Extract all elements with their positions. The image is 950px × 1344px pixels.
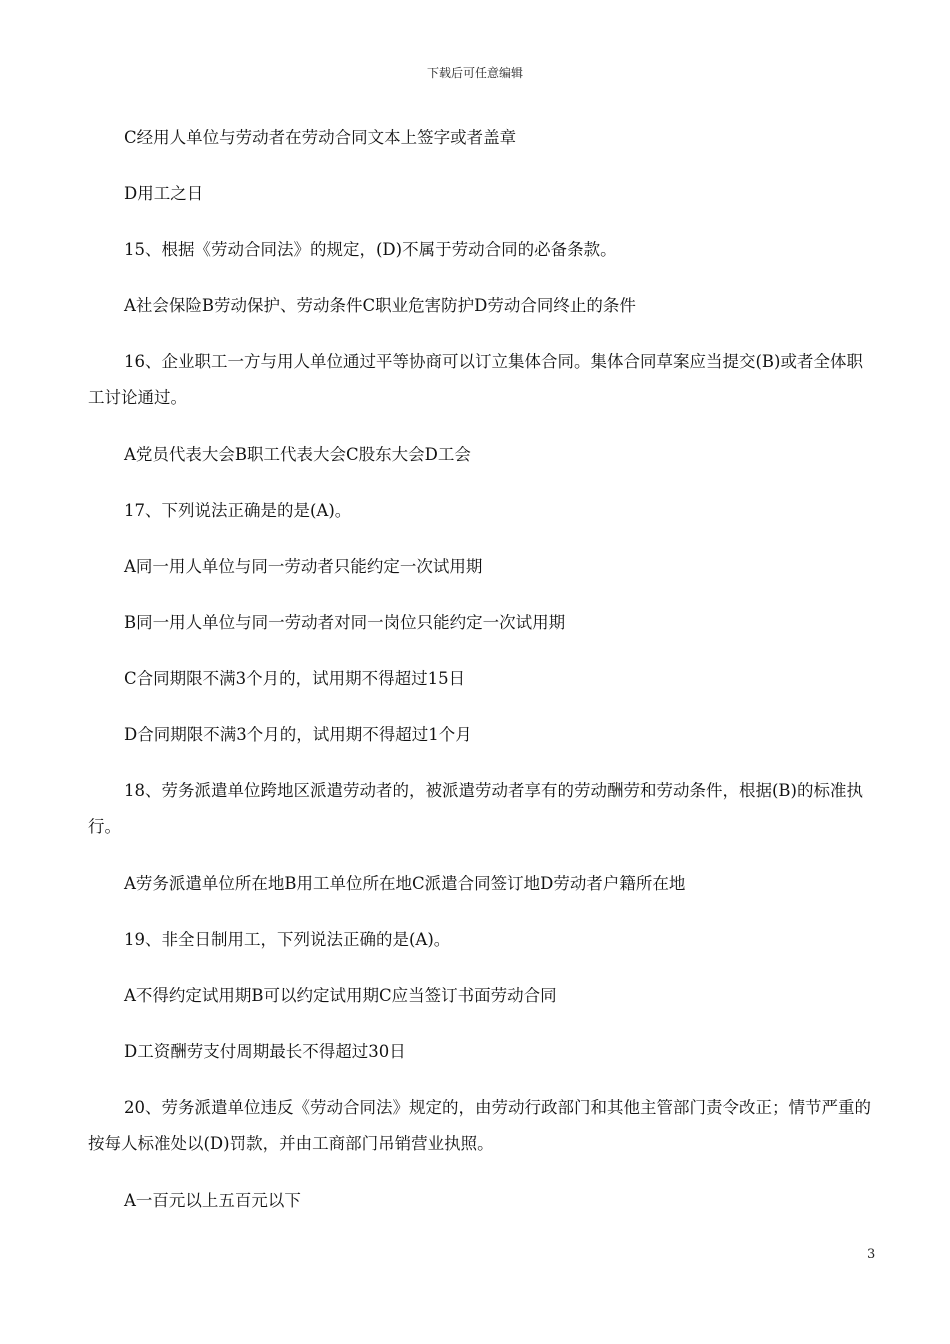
question-paragraph: 20、劳务派遣单位违反《劳动合同法》规定的，由劳动行政部门和其他主管部门责令改正；情节严重的按每人标准处以(D)罚款，并由工商部门吊销营业执照。 [88, 1098, 871, 1153]
option-line: D工资酬劳支付周期最长不得超过30日 [124, 1042, 406, 1061]
option-line: A党员代表大会B职工代表大会C股东大会D工会 [124, 445, 471, 464]
option-line: C合同期限不满3个月的，试用期不得超过15日 [124, 669, 466, 688]
page-number: 3 [867, 1247, 876, 1262]
option-line: D用工之日 [124, 184, 204, 203]
option-line: C经用人单位与劳动者在劳动合同文本上签字或者盖章 [124, 128, 517, 147]
option-line: A一百元以上五百元以下 [124, 1191, 301, 1210]
option-line: B同一用人单位与同一劳动者对同一岗位只能约定一次试用期 [124, 613, 566, 632]
option-line: A不得约定试用期B可以约定试用期C应当签订书面劳动合同 [124, 986, 557, 1005]
question-line: 15、根据《劳动合同法》的规定，(D)不属于劳动合同的必备条款。 [124, 240, 617, 259]
question-paragraph: 16、企业职工一方与用人单位通过平等协商可以订立集体合同。集体合同草案应当提交(B)或者全体职工讨论通过。 [88, 352, 863, 407]
question-line: 19、非全日制用工，下列说法正确的是(A)。 [124, 930, 451, 949]
question-paragraph: 18、劳务派遣单位跨地区派遣劳动者的，被派遣劳动者享有的劳动酬劳和劳动条件，根据(B)的标准执行。 [88, 781, 863, 836]
question-line: 17、下列说法正确是的是(A)。 [124, 501, 352, 520]
option-line: A劳务派遣单位所在地B用工单位所在地C派遣合同签订地D劳动者户籍所在地 [124, 874, 686, 893]
option-line: D合同期限不满3个月的，试用期不得超过1个月 [124, 725, 472, 744]
page-header: 下载后可任意编辑 [426, 66, 523, 80]
option-line: A社会保险B劳动保护、劳动条件C职业危害防护D劳动合同终止的条件 [124, 296, 636, 315]
option-line: A同一用人单位与同一劳动者只能约定一次试用期 [124, 557, 483, 576]
